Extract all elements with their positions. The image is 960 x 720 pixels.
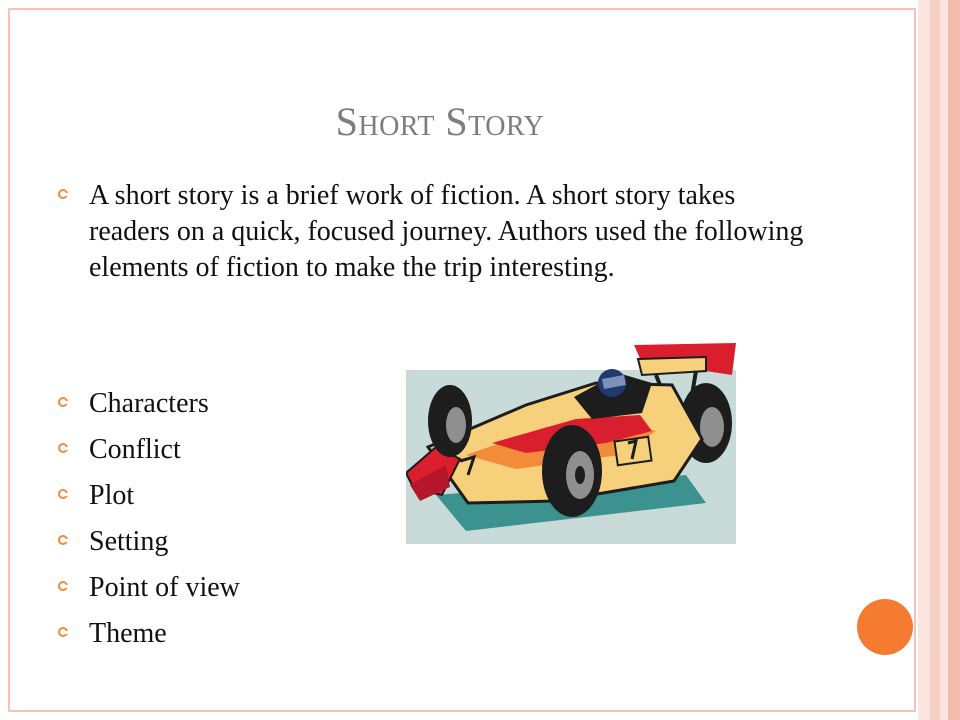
bullet-icon bbox=[58, 443, 68, 453]
slide-title: Short Story bbox=[335, 99, 545, 144]
bullet-icon bbox=[58, 189, 68, 199]
list-item-label: Conflict bbox=[89, 434, 181, 465]
right-stripe-mid bbox=[940, 0, 948, 720]
list-item bbox=[58, 524, 168, 560]
bullet-icon bbox=[58, 397, 68, 407]
right-stripe-dark bbox=[948, 0, 960, 720]
list-item-label: Point of view bbox=[89, 572, 240, 603]
list-item bbox=[58, 386, 209, 422]
decorative-orange-circle bbox=[857, 599, 913, 655]
list-item-label: Plot bbox=[89, 480, 135, 511]
list-item bbox=[58, 478, 134, 514]
list-item bbox=[58, 616, 167, 652]
list-item-label: Setting bbox=[89, 526, 169, 557]
bullet-icon bbox=[58, 627, 68, 637]
list-item bbox=[58, 432, 181, 468]
race-car-image bbox=[406, 335, 742, 547]
list-item-label: Theme bbox=[89, 618, 167, 649]
bullet-icon bbox=[58, 535, 68, 545]
list-item-label: Characters bbox=[89, 388, 209, 419]
right-stripe-light bbox=[930, 0, 940, 720]
intro-text: A short story is a brief work of fiction. A short story takes readers on a quick, focused journey. Authors used the following elements of fiction to make the trip interesting. bbox=[89, 180, 804, 283]
intro-bullet bbox=[58, 178, 818, 286]
right-stripe-pale bbox=[918, 0, 930, 720]
bullet-icon bbox=[58, 489, 68, 499]
list-item bbox=[58, 570, 240, 606]
bullet-icon bbox=[58, 581, 68, 591]
